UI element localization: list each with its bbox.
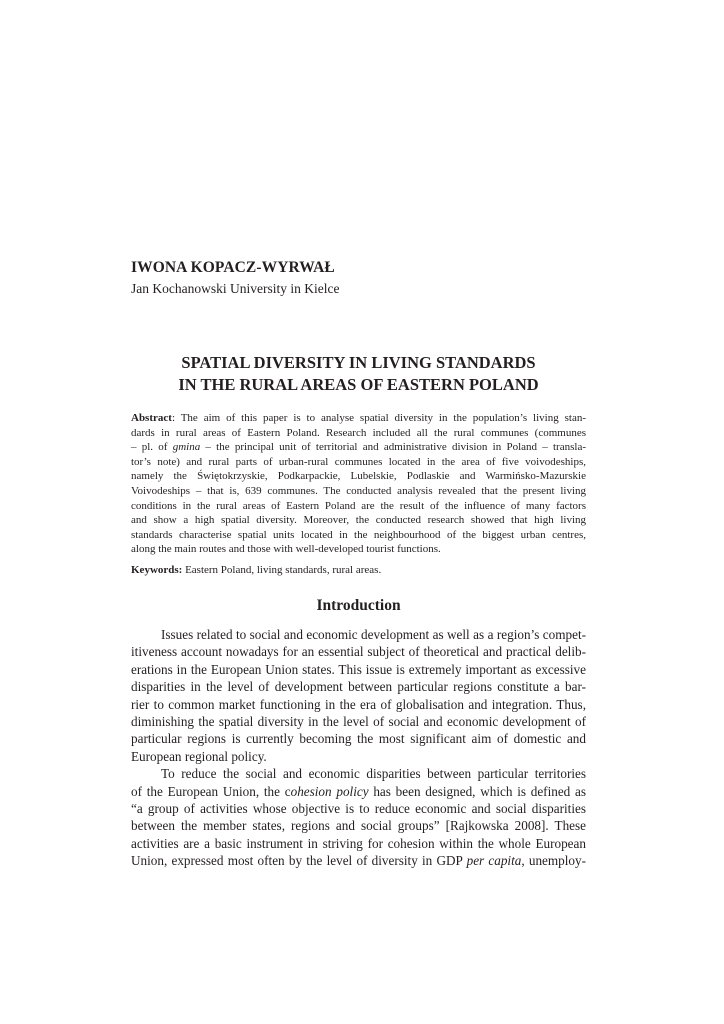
body-line: rier to common market functioning in the era of globalisation and integration. Thus, bbox=[131, 696, 586, 712]
abstract-line: and show a high spatial diversity. Moreover, the conducted research showed that high living bbox=[131, 514, 586, 527]
abstract-line: tor’s note) and rural parts of urban-rural communes located in the area of five voivodeships, bbox=[131, 455, 586, 468]
body-line: European regional policy. bbox=[131, 748, 267, 764]
abstract-line: standards characterise spatial units located in the neighbourhood of the biggest urban centres, bbox=[131, 528, 586, 541]
keywords bbox=[131, 563, 586, 578]
keywords-label: Keywords: bbox=[131, 564, 183, 576]
author-affiliation: Jan Kochanowski University in Kielce bbox=[131, 281, 340, 296]
body-line: itiveness account nowadays for an essential subject of theoretical and practical delib- bbox=[131, 644, 586, 660]
abstract-line: conditions in the rural areas of Eastern Poland are the result of the influence of many factors bbox=[131, 499, 586, 512]
paper-title-line-2: IN THE RURAL AREAS OF EASTERN POLAND bbox=[178, 375, 539, 394]
author-name: IWONA KOPACZ-WYRWAŁ bbox=[131, 259, 335, 276]
body-line: diminishing the spatial diversity in the level of social and economic development of bbox=[131, 713, 586, 729]
body-line: of the European Union, the cohesion policy has been designed, which is defined as bbox=[131, 783, 587, 799]
abstract-label: Abstract bbox=[131, 412, 172, 424]
paper-title-line-1: SPATIAL DIVERSITY IN LIVING STANDARDS bbox=[181, 353, 536, 372]
body-line: Union, expressed most often by the level of diversity in GDP per capita, unemploy- bbox=[131, 853, 587, 869]
paper-page bbox=[131, 0, 586, 1024]
body-line: particular regions is currently becoming the most significant aim of domestic and bbox=[131, 731, 586, 747]
section-heading-introduction: Introduction bbox=[316, 597, 401, 614]
abstract-line: Abstract: The aim of this paper is to analyse spatial diversity in the population’s living stan- bbox=[131, 412, 586, 424]
introduction-body bbox=[131, 626, 586, 869]
body-line: disparities in the level of development between particular regions constitute a bar- bbox=[131, 679, 586, 695]
body-line: erations in the European Union states. This issue is extremely important as excessive bbox=[131, 661, 586, 677]
abstract bbox=[131, 411, 586, 557]
term-cohesion-policy: ohesion policy bbox=[290, 783, 369, 799]
body-line: To reduce the social and economic disparities between particular territories bbox=[161, 766, 586, 782]
abstract-line: dards in rural areas of Eastern Poland. Research included all the rural communes (communes bbox=[131, 426, 586, 439]
body-line: “a group of activities whose objective is to reduce economic and social disparities bbox=[131, 800, 586, 816]
abstract-line: along the main routes and those with well-developed tourist functions. bbox=[131, 543, 441, 556]
paper-title bbox=[131, 352, 586, 396]
term-per-capita: per capita bbox=[466, 853, 522, 869]
body-line: Issues related to social and economic development as well as a region’s compet- bbox=[161, 627, 586, 642]
abstract-term-gmina: gmina bbox=[172, 441, 201, 454]
body-line: activities are a basic instrument in striving for cohesion within the whole European bbox=[131, 835, 586, 851]
abstract-line: Voivodeships – that is, 639 communes. The conducted analysis revealed that the present living bbox=[131, 484, 586, 497]
body-line: between the member states, regions and social groups” [Rajkowska 2008]. These bbox=[131, 818, 586, 834]
abstract-line: – pl. of gmina – the principal unit of territorial and administrative division in Poland – transla- bbox=[131, 441, 586, 454]
abstract-line: namely the Świętokrzyskie, Podkarpackie, Lubelskie, Podlaskie and Warmińsko-Mazurskie bbox=[131, 470, 586, 483]
keywords-text: Eastern Poland, living standards, rural areas. bbox=[182, 564, 382, 576]
